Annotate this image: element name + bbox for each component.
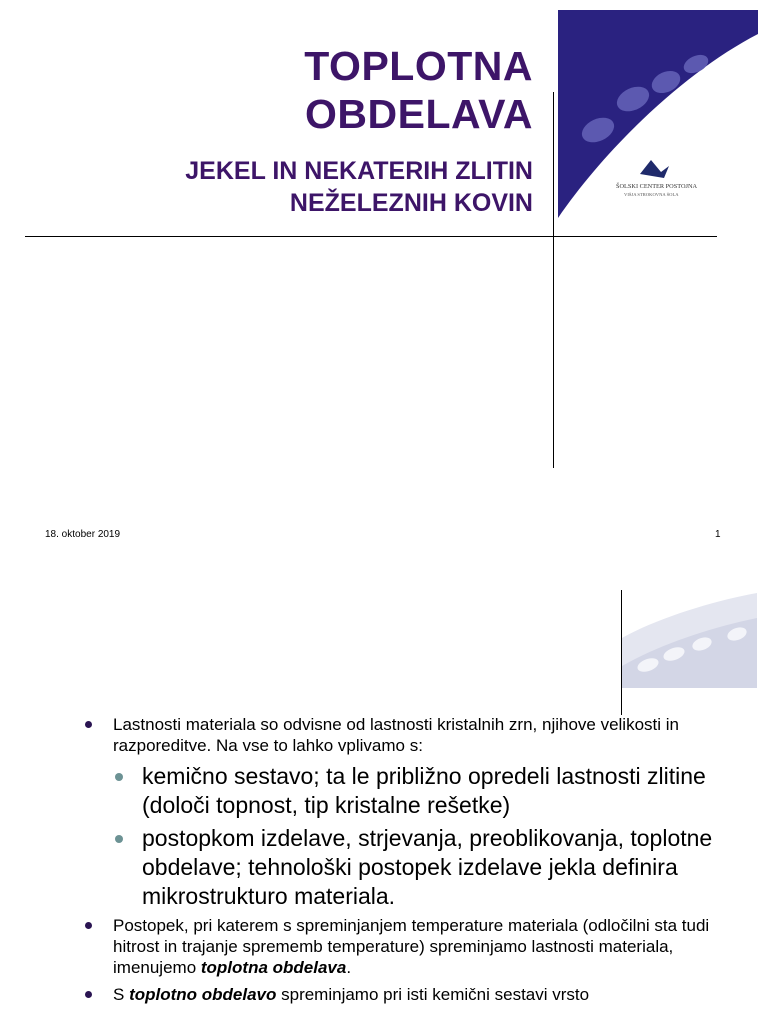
slide-title xyxy=(304,42,533,138)
bullet-item xyxy=(85,984,745,1005)
horizontal-divider xyxy=(25,236,717,237)
corner-graphic-faded xyxy=(622,588,757,688)
sub-bullet-text: kemično sestavo; ta le približno opredeli lastnosti zlitine (določi topnost, tip kristalne rešetke) xyxy=(142,763,706,818)
vertical-divider xyxy=(553,92,554,468)
sub-bullet-item xyxy=(85,824,745,911)
bullet-text: S xyxy=(113,985,130,1004)
bullet-text: Postopek, pri katerem s spreminjanjem temperature materiala (odločilni sta tudi hitrost in trajanje sprememb temperature) spreminjamo lastnosti materiala, imenujemo xyxy=(113,916,710,977)
subtitle-line-1: JEKEL IN NEKATERIH ZLITIN xyxy=(185,157,533,185)
subtitle-line-2: NEŽELEZNIH KOVIN xyxy=(289,189,533,217)
corner-graphic xyxy=(558,10,758,220)
bullet-text: Lastnosti materiala so odvisne od lastnosti kristalnih zrn, njihove velikosti in razporeditve. Na vse to lahko vplivamo s: xyxy=(113,715,679,755)
logo-sub: VIŠJA STROKOVNA ŠOLA xyxy=(624,192,679,197)
bullet-item xyxy=(85,915,745,978)
vertical-divider xyxy=(621,590,622,715)
slide-number: 1 xyxy=(715,529,721,540)
title-line-1: TOPLOTNA xyxy=(304,43,533,89)
slide-date: 18. oktober 2019 xyxy=(45,529,121,540)
slide-subtitle xyxy=(185,155,533,219)
bullet-emphasis: toplotno obdelavo xyxy=(129,985,277,1004)
title-line-2: OBDELAVA xyxy=(305,91,533,137)
bullet-text-end: spreminjamo pri isti kemični sestavi vrsto xyxy=(276,985,590,1004)
bullet-list xyxy=(85,714,745,1005)
bullet-item xyxy=(85,714,745,756)
sub-bullet-item xyxy=(85,762,745,820)
sub-bullet-text: postopkom izdelave, strjevanja, preoblikovanja, toplotne obdelave; tehnološki postopek izdelave jekla definira mikrostrukturo materiala. xyxy=(142,825,713,909)
bullet-text-end: . xyxy=(346,958,352,977)
bullet-emphasis: toplotna obdelava xyxy=(200,958,347,977)
logo-name: ŠOLSKI CENTER POSTOJNA xyxy=(616,183,698,190)
